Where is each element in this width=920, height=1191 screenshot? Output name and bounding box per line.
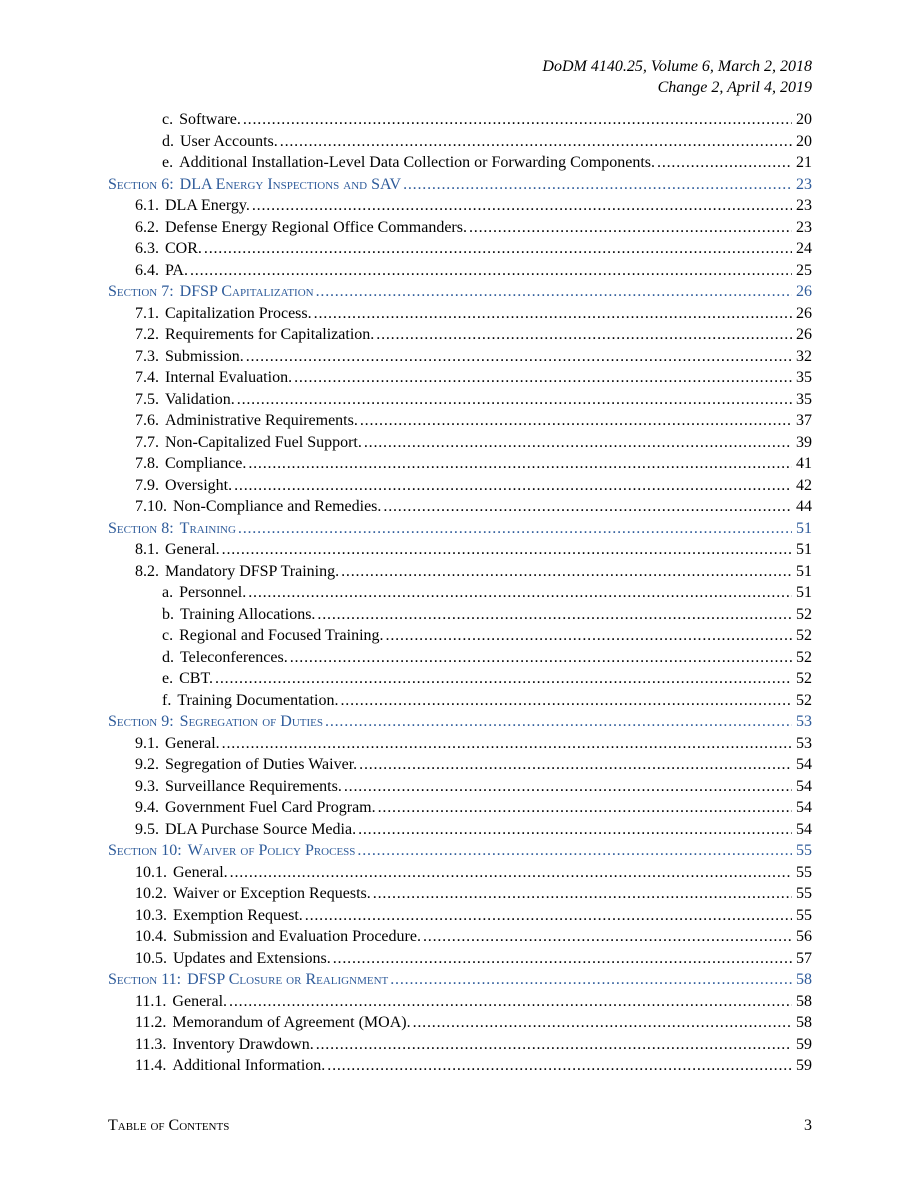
toc-entry-number: 6.4. xyxy=(135,261,159,279)
toc-entry-title: Compliance. xyxy=(165,455,247,472)
toc-section-link[interactable] xyxy=(108,174,812,196)
toc-entry-page: 39 xyxy=(796,433,812,451)
toc-entry-number: Section 9: xyxy=(108,713,174,730)
toc-entry-title: Oversight. xyxy=(165,476,233,494)
dot-leader xyxy=(423,926,792,948)
dot-leader xyxy=(360,410,792,432)
toc-entry-title: Waiver or Exception Requests. xyxy=(173,885,371,902)
toc-entry-title: Segregation of Duties Waiver. xyxy=(165,756,358,773)
toc-entry-title: COR. xyxy=(165,240,202,257)
toc-entry-page: 59 xyxy=(796,1057,812,1074)
toc-entry-title: Regional and Focused Training. xyxy=(179,627,384,644)
dot-leader xyxy=(364,432,792,454)
toc-entry xyxy=(108,625,812,647)
toc-entry xyxy=(108,862,812,884)
toc-entry xyxy=(108,238,812,260)
toc-entry-page: 23 xyxy=(796,218,812,236)
toc-entry-page: 21 xyxy=(796,154,812,171)
toc-entry-title: Capitalization Process. xyxy=(165,304,312,322)
toc-entry-title: Defense Energy Regional Office Commanders. xyxy=(165,218,467,236)
toc-entry-title: Additional Installation-Level Data Collection or Forwarding Components. xyxy=(179,154,656,171)
toc-section-link[interactable] xyxy=(108,518,812,540)
toc-entry-number: c. xyxy=(162,627,174,644)
toc-entry-number: 11.4. xyxy=(135,1057,167,1074)
toc-section-link[interactable] xyxy=(108,969,812,991)
dot-leader xyxy=(243,109,792,131)
toc-entry-number: 11.1. xyxy=(135,992,167,1010)
toc-entry xyxy=(108,1034,812,1056)
toc-entry xyxy=(108,539,812,561)
toc-entry-number: 7.7. xyxy=(135,433,159,451)
toc-entry-number: c. xyxy=(162,111,174,128)
toc-entry-page: 42 xyxy=(796,476,812,494)
toc-entry-number: 7.9. xyxy=(135,476,159,494)
dot-leader xyxy=(222,733,792,755)
dot-leader xyxy=(341,561,792,583)
toc-entry-page: 58 xyxy=(796,992,812,1010)
toc-entry xyxy=(108,475,812,497)
toc-entry-page: 26 xyxy=(796,304,812,322)
toc-entry xyxy=(108,496,812,518)
dot-leader xyxy=(252,195,792,217)
toc-entry-number: Section 6: xyxy=(108,175,174,193)
toc-entry xyxy=(108,367,812,389)
toc-entry-title: General. xyxy=(173,863,228,881)
toc-entry-title: Mandatory DFSP Training. xyxy=(165,562,340,580)
toc-entry-page: 44 xyxy=(796,498,812,515)
toc-entry-page: 52 xyxy=(796,627,812,644)
page-footer xyxy=(108,1117,812,1135)
dot-leader xyxy=(190,260,792,282)
dot-leader xyxy=(316,281,792,303)
toc-entry-title: Training xyxy=(179,519,236,537)
toc-entry-page: 35 xyxy=(796,390,812,408)
toc-entry-number: d. xyxy=(162,648,174,666)
toc-entry-page: 54 xyxy=(796,799,812,816)
toc-entry-number: 8.2. xyxy=(135,562,159,580)
dot-leader xyxy=(325,711,792,733)
toc-entry-title: Submission and Evaluation Procedure. xyxy=(173,928,421,945)
dot-leader xyxy=(314,303,792,325)
toc-entry xyxy=(108,647,812,669)
toc-entry-page: 37 xyxy=(796,412,812,429)
toc-entry-page: 59 xyxy=(796,1035,812,1053)
toc-entry-title: Exemption Request. xyxy=(173,906,303,924)
toc-entry-page: 52 xyxy=(796,648,812,666)
toc-entry-page: 55 xyxy=(796,842,812,859)
toc-entry xyxy=(108,668,812,690)
toc-entry-page: 54 xyxy=(796,777,812,795)
toc-entry-page: 25 xyxy=(796,261,812,279)
toc-entry-number: 7.5. xyxy=(135,390,159,408)
toc-entry-number: 6.2. xyxy=(135,218,159,236)
toc-entry xyxy=(108,195,812,217)
toc-entry-page: 32 xyxy=(796,347,812,365)
toc-entry-number: 7.8. xyxy=(135,455,159,472)
footer-label: Table of Contents xyxy=(108,1117,230,1134)
toc-entry-number: Section 8: xyxy=(108,519,174,537)
toc-entry xyxy=(108,926,812,948)
toc-entry-number: 9.5. xyxy=(135,820,159,838)
toc-section-link[interactable] xyxy=(108,840,812,862)
toc-entry-title: Requirements for Capitalization. xyxy=(165,326,375,343)
toc-entry xyxy=(108,561,812,583)
dot-leader xyxy=(222,539,792,561)
toc-entry-number: 9.4. xyxy=(135,799,159,816)
toc-entry-title: Internal Evaluation. xyxy=(165,369,293,386)
dot-leader xyxy=(383,496,792,518)
toc-entry-number: a. xyxy=(162,584,174,601)
toc-section-link[interactable] xyxy=(108,711,812,733)
toc-entry-page: 23 xyxy=(796,175,812,193)
dot-leader xyxy=(358,819,792,841)
toc-entry-page: 54 xyxy=(796,820,812,838)
dot-leader xyxy=(316,1034,792,1056)
toc-entry-title: Memorandum of Agreement (MOA). xyxy=(172,1014,411,1031)
toc-entry-page: 55 xyxy=(796,885,812,902)
toc-entry-number: 10.1. xyxy=(135,863,167,881)
toc-entry-title: Additional Information. xyxy=(172,1057,326,1074)
dot-leader xyxy=(413,1012,792,1034)
toc-entry xyxy=(108,883,812,905)
dot-leader xyxy=(294,367,792,389)
toc-entry xyxy=(108,346,812,368)
toc-entry-number: 10.3. xyxy=(135,906,167,924)
toc-entry-title: General. xyxy=(165,734,220,752)
toc-entry-title: Validation. xyxy=(165,390,235,408)
toc-section-link[interactable] xyxy=(108,281,812,303)
toc-entry-page: 58 xyxy=(796,1014,812,1031)
toc-entry xyxy=(108,410,812,432)
toc-entry xyxy=(108,109,812,131)
toc-entry-title: Teleconferences. xyxy=(180,648,288,666)
toc-entry xyxy=(108,453,812,475)
toc-entry-page: 20 xyxy=(796,111,812,128)
toc-entry-number: 9.1. xyxy=(135,734,159,752)
toc-entry xyxy=(108,389,812,411)
toc-entry-page: 35 xyxy=(796,369,812,386)
dot-leader xyxy=(246,346,792,368)
toc-entry-page: 53 xyxy=(796,713,812,730)
toc-entry-page: 41 xyxy=(796,455,812,472)
toc-entry-title: DLA Purchase Source Media. xyxy=(165,820,357,838)
toc-entry-number: 10.4. xyxy=(135,928,167,945)
toc-entry xyxy=(108,991,812,1013)
dot-leader xyxy=(390,969,792,991)
toc-entry-number: f. xyxy=(162,691,172,709)
toc-entry-page: 55 xyxy=(796,906,812,924)
dot-leader xyxy=(248,582,792,604)
toc-entry-title: Software. xyxy=(179,111,241,128)
toc-entry xyxy=(108,819,812,841)
toc-entry-page: 56 xyxy=(796,928,812,945)
toc-entry-title: DLA Energy. xyxy=(165,197,250,214)
toc-entry xyxy=(108,303,812,325)
toc-entry-title: General. xyxy=(165,541,220,558)
toc-entry-number: Section 7: xyxy=(108,283,174,300)
toc-entry xyxy=(108,1012,812,1034)
toc-entry-number: 6.3. xyxy=(135,240,159,257)
toc-entry-page: 55 xyxy=(796,863,812,881)
dot-leader xyxy=(229,991,792,1013)
toc-entry-page: 26 xyxy=(796,283,812,300)
dot-leader xyxy=(386,625,792,647)
dot-leader xyxy=(327,1055,792,1077)
toc-entry xyxy=(108,1055,812,1077)
document-header xyxy=(542,56,812,98)
toc-entry-title: Administrative Requirements. xyxy=(165,412,358,429)
toc-entry-title: CBT. xyxy=(179,670,214,687)
toc-entry-title: Non-Capitalized Fuel Support. xyxy=(165,433,362,451)
toc-entry-page: 52 xyxy=(796,691,812,709)
toc-entry-number: 7.3. xyxy=(135,347,159,365)
toc-entry-number: e. xyxy=(162,154,174,171)
toc-entry-page: 58 xyxy=(796,971,812,988)
toc-entry-page: 51 xyxy=(796,584,812,601)
toc-entry-page: 57 xyxy=(796,949,812,967)
toc-entry-title: User Accounts. xyxy=(180,132,278,150)
dot-leader xyxy=(305,905,792,927)
toc-entry-title: Surveillance Requirements. xyxy=(165,777,342,795)
dot-leader xyxy=(341,690,793,712)
table-of-contents xyxy=(108,109,812,1077)
dot-leader xyxy=(237,389,792,411)
header-document-id: DoDM 4140.25, Volume 6, March 2, 2018 xyxy=(542,58,812,75)
toc-entry-number: Section 11: xyxy=(108,971,182,988)
toc-entry-page: 26 xyxy=(796,326,812,343)
toc-entry-page: 52 xyxy=(796,605,812,623)
toc-entry-number: 11.3. xyxy=(135,1035,167,1053)
toc-entry-title: Submission. xyxy=(165,347,244,365)
toc-entry-page: 51 xyxy=(796,519,812,537)
toc-entry-title: General. xyxy=(172,992,228,1010)
dot-leader xyxy=(657,152,792,174)
toc-entry-title: DFSP Capitalization xyxy=(179,283,314,300)
toc-entry-title: DFSP Closure or Realignment xyxy=(187,971,389,988)
toc-entry-number: 7.2. xyxy=(135,326,159,343)
dot-leader xyxy=(248,453,792,475)
toc-entry-number: b. xyxy=(162,605,174,623)
toc-entry-title: Government Fuel Card Program. xyxy=(165,799,376,816)
toc-entry-page: 53 xyxy=(796,734,812,752)
toc-entry xyxy=(108,948,812,970)
toc-entry-number: 7.6. xyxy=(135,412,159,429)
toc-entry-number: 8.1. xyxy=(135,541,159,558)
dot-leader xyxy=(290,647,792,669)
toc-entry-number: 10.5. xyxy=(135,949,167,967)
dot-leader xyxy=(204,238,792,260)
dot-leader xyxy=(234,475,792,497)
toc-entry-page: 51 xyxy=(796,541,812,558)
toc-entry-number: 6.1. xyxy=(135,197,159,214)
toc-entry-title: DLA Energy Inspections and SAV xyxy=(179,175,402,193)
toc-entry xyxy=(108,582,812,604)
toc-entry xyxy=(108,432,812,454)
dot-leader xyxy=(376,324,792,346)
toc-entry-page: 23 xyxy=(796,197,812,214)
toc-entry-page: 51 xyxy=(796,562,812,580)
toc-entry-number: 7.10. xyxy=(135,498,167,515)
toc-entry xyxy=(108,604,812,626)
toc-entry xyxy=(108,152,812,174)
header-change-date: Change 2, April 4, 2019 xyxy=(657,79,812,96)
dot-leader xyxy=(280,131,792,153)
toc-entry xyxy=(108,797,812,819)
toc-entry-title: Training Documentation. xyxy=(177,691,339,709)
toc-entry xyxy=(108,260,812,282)
toc-entry-title: Personnel. xyxy=(179,584,247,601)
toc-entry xyxy=(108,776,812,798)
toc-entry xyxy=(108,324,812,346)
toc-entry xyxy=(108,217,812,239)
toc-entry-number: e. xyxy=(162,670,174,687)
toc-entry-page: 54 xyxy=(796,756,812,773)
dot-leader xyxy=(344,776,792,798)
toc-entry-number: 9.3. xyxy=(135,777,159,795)
toc-entry-number: 11.2. xyxy=(135,1014,167,1031)
toc-entry xyxy=(108,690,812,712)
dot-leader xyxy=(357,840,792,862)
toc-entry-title: Waiver of Policy Process xyxy=(187,842,356,859)
dot-leader xyxy=(333,948,792,970)
dot-leader xyxy=(403,174,792,196)
footer-page-number: 3 xyxy=(804,1117,812,1134)
toc-entry-title: Updates and Extensions. xyxy=(173,949,331,967)
dot-leader xyxy=(230,862,792,884)
toc-entry xyxy=(108,131,812,153)
toc-entry xyxy=(108,733,812,755)
toc-entry-number: 9.2. xyxy=(135,756,159,773)
toc-entry xyxy=(108,905,812,927)
toc-entry-number: 7.1. xyxy=(135,304,159,322)
toc-entry-number: d. xyxy=(162,132,174,150)
toc-entry-page: 52 xyxy=(796,670,812,687)
toc-entry-title: Inventory Drawdown. xyxy=(172,1035,314,1053)
dot-leader xyxy=(215,668,792,690)
dot-leader xyxy=(378,797,792,819)
toc-entry-title: Training Allocations. xyxy=(180,605,316,623)
toc-entry-page: 24 xyxy=(796,240,812,257)
dot-leader xyxy=(469,217,792,239)
dot-leader xyxy=(373,883,792,905)
toc-entry-number: Section 10: xyxy=(108,842,182,859)
dot-leader xyxy=(317,604,792,626)
toc-entry-number: 10.2. xyxy=(135,885,167,902)
toc-entry-title: Segregation of Duties xyxy=(179,713,324,730)
toc-entry-page: 20 xyxy=(796,132,812,150)
toc-entry-title: PA. xyxy=(165,261,188,279)
dot-leader xyxy=(359,754,792,776)
toc-entry-title: Non-Compliance and Remedies. xyxy=(173,498,382,515)
dot-leader xyxy=(238,518,792,540)
toc-entry-number: 7.4. xyxy=(135,369,159,386)
toc-entry xyxy=(108,754,812,776)
